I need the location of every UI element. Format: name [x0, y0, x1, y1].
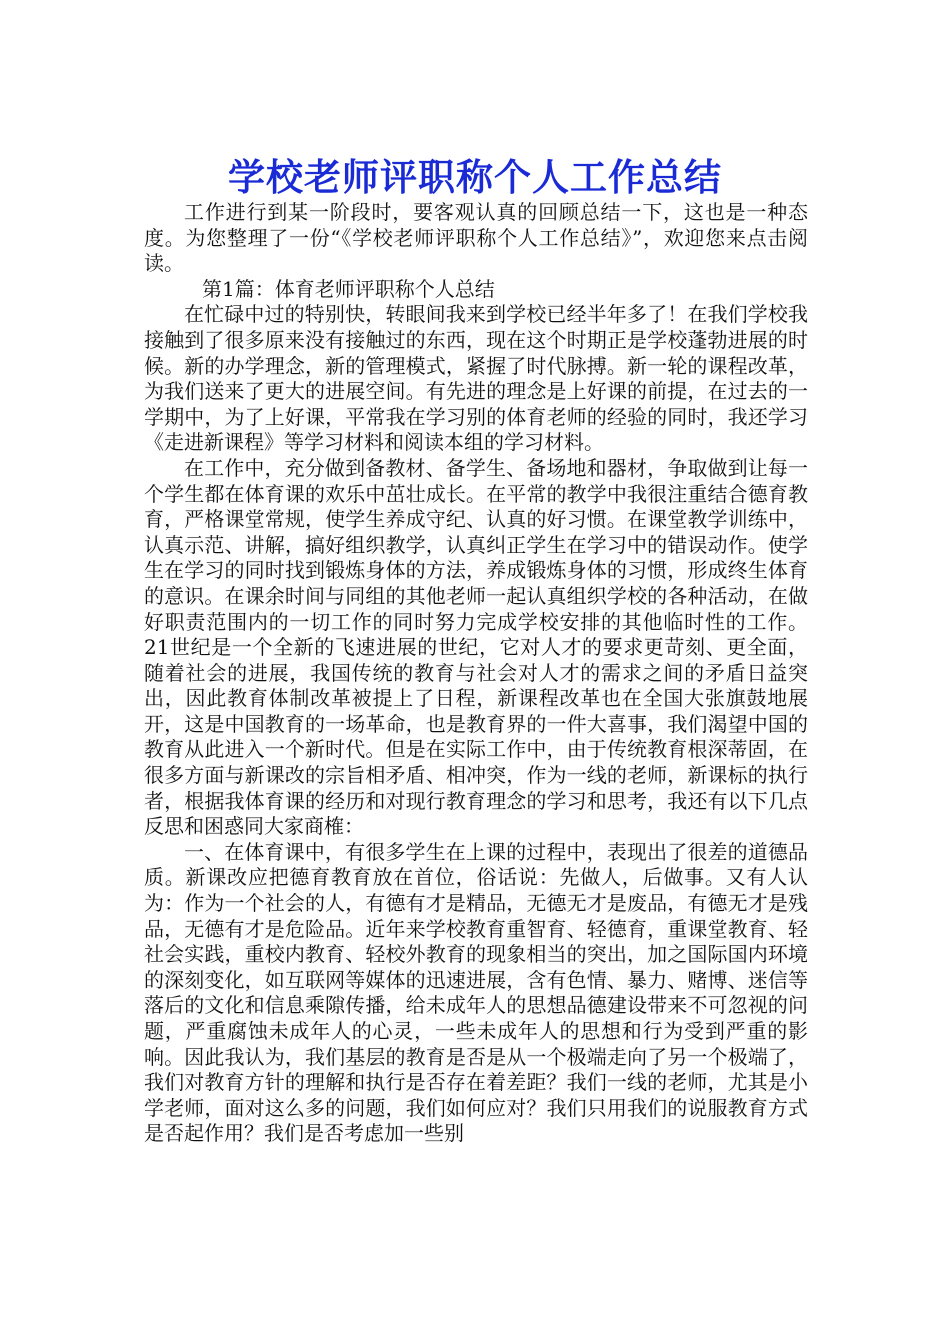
section-heading: 第1篇：体育老师评职称个人总结: [202, 276, 495, 301]
body-paragraph-1: 在忙碌中过的特别快，转眼间我来到学校已经半年多了！在我们学校我接触到了很多原来没有接触过的东西，现在这个时期正是学校蓬勃进展的时候。新的办学理念，新的管理模式，紧握了时代脉搏。新一轮的课程改革，为我们送来了更大的进展空间。有先进的理念是上好课的前提，在过去的一学期中，为了上好课，平常我在学习别的体育老师的经验的同时，我还学习《走进新课程》等学习材料和阅读本组的学习材料。: [144, 302, 808, 455]
body-paragraph-3: 一、在体育课中，有很多学生在上课的过程中，表现出了很差的道德品质。新课改应把德育教育放在首位，俗话说：先做人，后做事。又有人认为：作为一个社会的人，有德有才是精品，无德无才是废品，有德无才是残品，无德有才是危险品。近年来学校教育重智育、轻德育，重课堂教育、轻社会实践，重校内教育、轻校外教育的现象相当的突出，加之国际国内环境的深刻变化，如互联网等媒体的迅速进展，含有色情、暴力、赌博、迷信等落后的文化和信息乘隙传播，给未成年人的思想品德建设带来不可忽视的问题，严重腐蚀未成年人的心灵，一些未成年人的思想和行为受到严重的影响。因此我认为，我们基层的教育是否是从一个极端走向了另一个极端了，我们对教育方针的理解和执行是否存在着差距？我们一线的老师，尤其是小学老师，面对这么多的问题，我们如何应对？我们只用我们的说服教育方式是否起作用？我们是否考虑加一些别: [144, 839, 808, 1146]
body-paragraph-2: 在工作中，充分做到备教材、备学生、备场地和器材，争取做到让每一个学生都在体育课的欢乐中茁壮成长。在平常的教学中我很注重结合德育教育，严格课堂常规，使学生养成守纪、认真的好习惯。在课堂教学训练中，认真示范、讲解，搞好组织教学，认真纠正学生在学习中的错误动作。使学生在学习的同时找到锻炼身体的方法，养成锻炼身体的习惯，形成终生体育的意识。在课余时间与同组的其他老师一起认真组织学校的各种活动，在做好职责范围内的一切工作的同时努力完成学校安排的其他临时性的工作。21世纪是一个全新的飞速进展的世纪，它对人才的要求更苛刻、更全面，随着社会的进展，我国传统的教育与社会对人才的需求之间的矛盾日益突出，因此教育体制改革被提上了日程，新课程改革也在全国大张旗鼓地展开，这是中国教育的一场革命，也是教育界的一件大喜事，我们渴望中国的教育从此进入一个新时代。但是在实际工作中，由于传统教育根深蒂固，在很多方面与新课改的宗旨相矛盾、相冲突，作为一线的老师，新课标的执行者，根据我体育课的经历和对现行教育理念的学习和思考，我还有以下几点反思和困惑同大家商榷：: [144, 455, 808, 839]
page-title: 学校老师评职称个人工作总结: [228, 154, 722, 199]
intro-paragraph: 工作进行到某一阶段时，要客观认真的回顾总结一下，这也是一种态度。为您整理了一份“《学校老师评职称个人工作总结》”，欢迎您来点击阅读。: [144, 200, 808, 276]
document-body: [144, 200, 808, 1147]
